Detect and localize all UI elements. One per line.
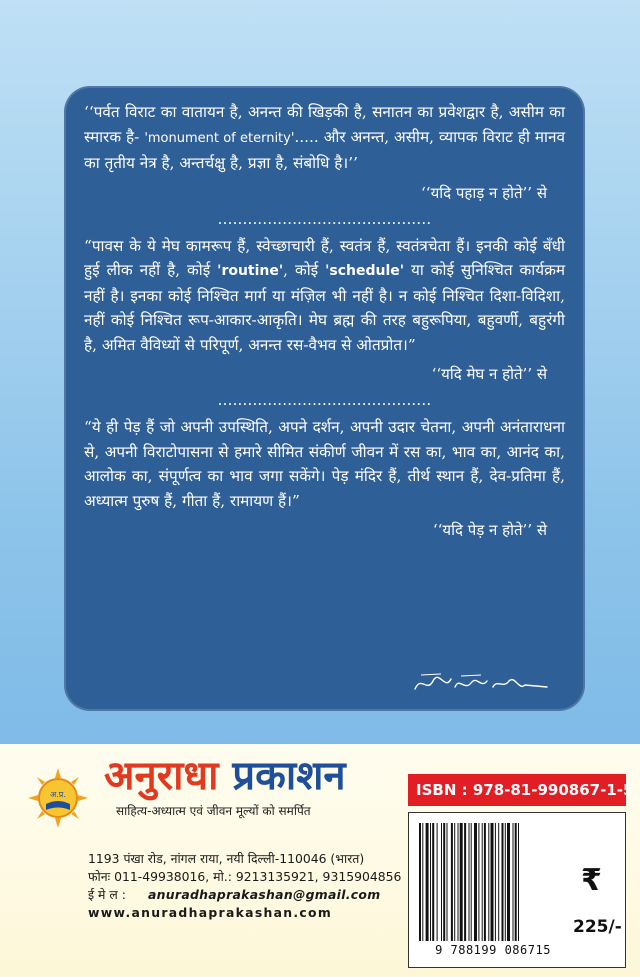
price: 225/-: [573, 917, 622, 937]
barcode-box: [408, 812, 626, 968]
barcode-number: 9 788199 086715: [435, 943, 551, 957]
phone-numbers: 011-49938016, मो.: 9213135921, 9315904856: [114, 869, 402, 884]
phone-label: फोनः: [88, 869, 111, 884]
quote-mountain: [84, 100, 565, 176]
rupee-symbol: ₹: [581, 863, 602, 898]
quote-source-clouds: ‘‘यदि मेघ न होते’’ से: [431, 365, 547, 383]
email-row: [88, 886, 408, 904]
quote-text: ..... और अनन्त, असीम, व्यापक विराट ही मानव का तृतीय नेत्र है, अन्तर्चक्षु है, प्रज्ञा है, संबोधि है।’’: [84, 127, 565, 172]
email-link[interactable]: anuradhaprakashan@gmail.com: [148, 887, 381, 902]
quote-panel: [64, 86, 585, 711]
email-label: ई मे ल :: [88, 887, 126, 902]
publisher-name: [104, 752, 346, 800]
logo-initials: अ.प्र.: [50, 790, 66, 799]
author-signature: [411, 669, 551, 697]
quote-text: ‘‘पर्वत विराट का वातायन है, अनन्त की खिड़की है, सनातन का प्रवेशद्वार है, असीम का स्मारक है-: [84, 103, 565, 146]
divider-dots: ...........................................: [217, 209, 432, 228]
publisher-logo: [28, 768, 88, 828]
quote-clouds: [84, 234, 565, 358]
quote-trees: [84, 415, 565, 513]
phone-row: [88, 868, 408, 886]
publisher-contact: [88, 850, 408, 922]
quote-text: या कोई सुनिश्चित कार्यक्रम नहीं है। इनका कोई निश्चित मार्ग या मंज़िल भी नहीं है। न कोई निश्चित दिशा-विदिशा, नहीं कोई निश्चित रूप-आकार-आकृति। मेघ ब्रह्म की तरह बहुरूपिया, बहुवर्णी, बहुरंगी है, अमित वैविध्यों से परिपूर्ण, अनन्त रस-वैभव से ओतप्रोत।”: [84, 261, 566, 354]
publisher-name-part1: अनुराधा: [104, 753, 219, 799]
quote-source-mountain: ‘‘यदि पहाड़ न होते’’ से: [421, 183, 547, 202]
barcode: [417, 823, 565, 941]
back-cover-footer: [0, 744, 640, 977]
publisher-tagline: साहित्य-अध्यात्म एवं जीवन मूल्यों को समर्पित: [116, 804, 311, 818]
quote-text: “पावस के ये मेघ कामरूप हैं, स्वेच्छाचारी हैं, स्वतंत्र हैं, स्वतंत्रचेता हैं। इनकी कोई बँधी हुई लीक नहीं है, कोई: [84, 236, 565, 279]
website-link[interactable]: www.anuradhaprakashan.com: [88, 905, 333, 920]
publisher-address: 1193 पंखा रोड, नांगल राया, नयी दिल्ली-110046 (भारत): [88, 851, 365, 866]
quote-text: “ये ही पेड़ हैं जो अपनी उपस्थिति, अपने दर्शन, अपनी उदार चेतना, अपनी अनंताराधना से, अपनी विराटोपासना से हमारे सीमित संकीर्ण जीवन में रस का, भाव का, आनंद का, आलोक का, संपूर्णत्व का भाव जगा सकेंगे। पेड़ मंदिर हैं, तीर्थ स्थान हैं, देव-प्रतिमा हैं, अध्यात्म पुरुष हैं, गीता हैं, रामायण हैं।”: [84, 418, 565, 510]
quote-english-word: 'schedule': [325, 263, 405, 279]
quote-source-trees: ‘‘यदि पेड़ न होते’’ से: [432, 521, 547, 539]
quote-text: , कोई: [283, 261, 326, 279]
divider-dots: ...........................................: [217, 391, 432, 409]
publisher-name-part2: प्रकाशन: [232, 753, 346, 799]
quote-english-phrase: 'monument of eternity': [144, 130, 295, 146]
quote-english-word: 'routine': [217, 263, 284, 279]
isbn-label: ISBN : 978-81-990867-1-5: [408, 774, 626, 806]
